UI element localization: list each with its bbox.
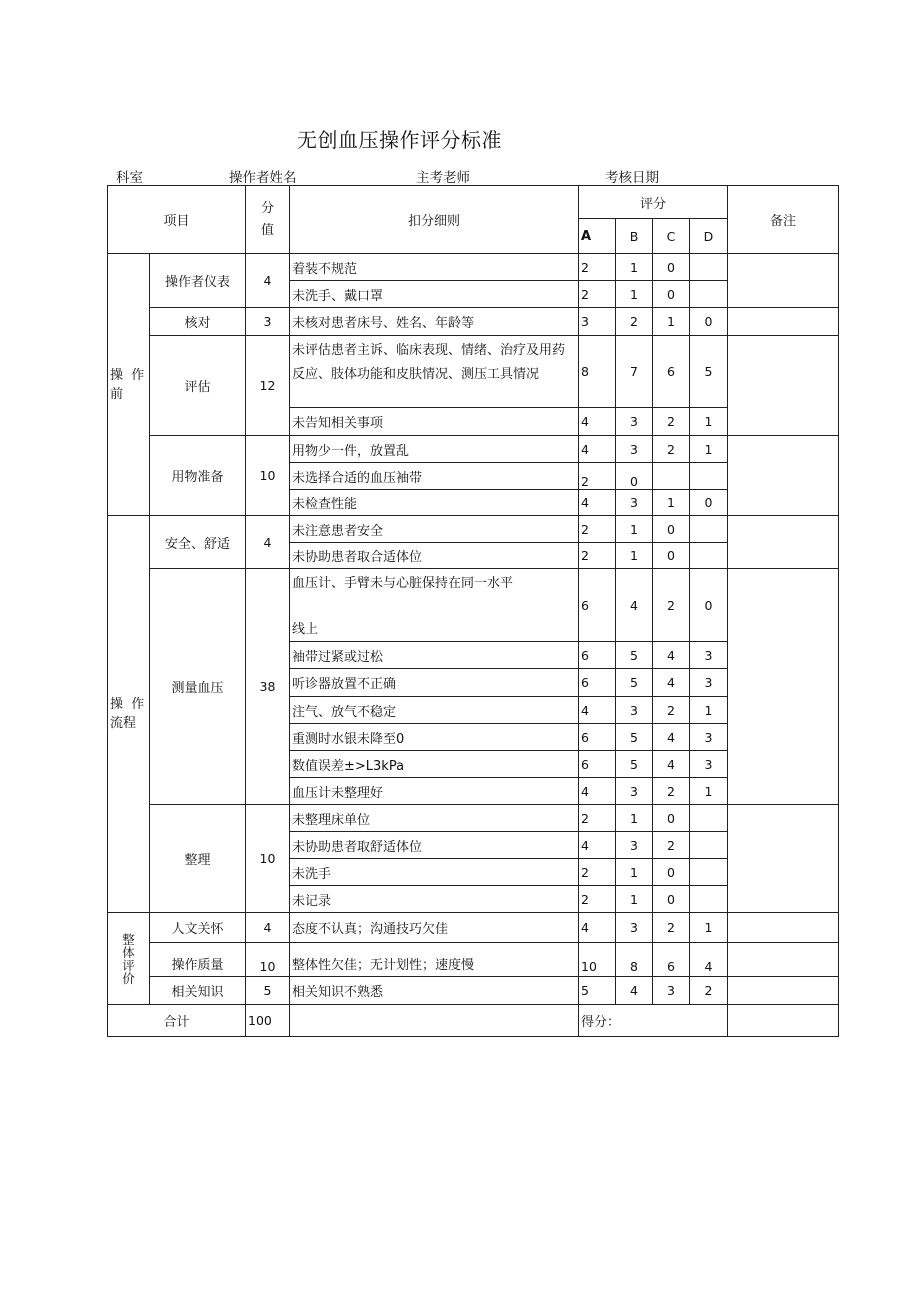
- grade-a-cell: 2: [579, 805, 616, 832]
- grade-b-cell: 3: [616, 778, 653, 805]
- remark-cell: [728, 913, 839, 943]
- detail-cell: 整体性欠佳；无计划性；速度慢: [290, 943, 579, 977]
- grade-a-cell: 2: [579, 886, 616, 913]
- remark-cell: [728, 436, 839, 516]
- grade-d-cell: 1: [690, 778, 728, 805]
- grade-b-cell: 5: [616, 751, 653, 778]
- obtained-score-label: 得分：: [579, 1005, 728, 1037]
- grade-d-cell: 0: [690, 569, 728, 642]
- item-cell: 用物准备: [150, 436, 246, 516]
- detail-cell: 未核对患者床号、姓名、年龄等: [290, 308, 579, 336]
- grade-c-cell: 2: [653, 913, 690, 943]
- detail-cell: 未记录: [290, 886, 579, 913]
- table-row: [108, 308, 839, 336]
- header-score-bottom: 值: [260, 222, 274, 238]
- header-detail: 扣分细则: [290, 186, 579, 254]
- grade-b-cell: 1: [616, 859, 653, 886]
- remark-cell: [728, 516, 839, 569]
- score-cell: 10: [246, 436, 290, 516]
- date-field-label: 考核日期: [605, 170, 659, 186]
- detail-cell: 相关知识不熟悉: [290, 977, 579, 1005]
- score-cell: 12: [246, 336, 290, 436]
- grade-a-cell: 6: [579, 642, 616, 669]
- grade-a-cell: 2: [579, 859, 616, 886]
- grade-d-cell: [690, 254, 728, 281]
- grade-b-cell: 1: [616, 543, 653, 569]
- grade-c-cell: 4: [653, 642, 690, 669]
- grade-b-cell: 4: [616, 569, 653, 642]
- grade-d-cell: [690, 281, 728, 308]
- header-score: [246, 186, 290, 254]
- header-grade-d: D: [690, 219, 728, 254]
- detail-cell: 未评估患者主诉、临床表现、情绪、治疗及用药反应、肢体功能和皮肤情况、测压工具情况: [290, 336, 579, 408]
- grade-b-cell: 1: [616, 886, 653, 913]
- section-pre-label: 操 作 前: [108, 254, 150, 516]
- grade-d-cell: [690, 516, 728, 543]
- grade-d-cell: [690, 859, 728, 886]
- item-cell: 核对: [150, 308, 246, 336]
- grade-c-cell: 6: [653, 943, 690, 977]
- grade-a-cell: 6: [579, 724, 616, 751]
- item-cell: 相关知识: [150, 977, 246, 1005]
- grade-a-cell: 2: [579, 254, 616, 281]
- total-score: 100: [246, 1005, 290, 1037]
- grade-a-cell: 6: [579, 669, 616, 697]
- grade-a-cell: 6: [579, 751, 616, 778]
- grade-a-cell: 2: [579, 543, 616, 569]
- grade-b-cell: 1: [616, 281, 653, 308]
- grade-c-cell: 0: [653, 281, 690, 308]
- detail-cell: 数值误差±>L3kPa: [290, 751, 579, 778]
- grade-d-cell: 0: [690, 308, 728, 336]
- detail-cell: 听诊器放置不正确: [290, 669, 579, 697]
- remark-cell: [728, 569, 839, 805]
- examiner-field-label: 主考老师: [416, 170, 470, 186]
- grade-d-cell: [690, 805, 728, 832]
- detail-cell: [290, 569, 579, 642]
- table-row: [108, 436, 839, 463]
- table-row: [108, 569, 839, 642]
- grade-b-cell: 3: [616, 490, 653, 516]
- header-grade-c: C: [653, 219, 690, 254]
- table-row: [108, 913, 839, 943]
- grade-d-cell: 1: [690, 408, 728, 436]
- grade-c-cell: [653, 463, 690, 490]
- grade-d-cell: 3: [690, 642, 728, 669]
- grade-a-cell: 4: [579, 913, 616, 943]
- table-row: [108, 516, 839, 543]
- operator-field-label: 操作者姓名: [229, 170, 297, 186]
- item-cell: 操作者仪表: [150, 254, 246, 308]
- grade-b-cell: 3: [616, 436, 653, 463]
- header-grade-a: A: [579, 219, 616, 254]
- total-detail-cell: [290, 1005, 579, 1037]
- grade-c-cell: 1: [653, 308, 690, 336]
- detail-cell: 未注意患者安全: [290, 516, 579, 543]
- grade-c-cell: 0: [653, 254, 690, 281]
- remark-cell: [728, 805, 839, 913]
- grade-a-cell: 2: [579, 463, 616, 490]
- grade-d-cell: 4: [690, 943, 728, 977]
- grade-b-cell: 5: [616, 724, 653, 751]
- table-row: [108, 977, 839, 1005]
- score-cell: 4: [246, 254, 290, 308]
- grade-b-cell: 1: [616, 516, 653, 543]
- grade-d-cell: [690, 832, 728, 859]
- detail-cell: 未告知相关事项: [290, 408, 579, 436]
- grade-c-cell: 2: [653, 569, 690, 642]
- grade-d-cell: 3: [690, 724, 728, 751]
- grade-c-cell: 6: [653, 336, 690, 408]
- grade-c-cell: 2: [653, 697, 690, 724]
- grade-b-cell: 5: [616, 642, 653, 669]
- grade-a-cell: 10: [579, 943, 616, 977]
- grade-a-cell: 5: [579, 977, 616, 1005]
- grade-c-cell: 4: [653, 751, 690, 778]
- grade-d-cell: 0: [690, 490, 728, 516]
- detail-cell: 未整理床单位: [290, 805, 579, 832]
- grade-b-cell: 1: [616, 254, 653, 281]
- remark-cell: [728, 308, 839, 336]
- header-grade-b: B: [616, 219, 653, 254]
- detail-cell: 用物少一件，放置乱: [290, 436, 579, 463]
- section-overall-label: 整 体 评 价: [108, 913, 150, 1005]
- page-title: 无创血压操作评分标准: [297, 128, 502, 152]
- grade-a-cell: 2: [579, 516, 616, 543]
- detail-cell: 态度不认真；沟通技巧欠佳: [290, 913, 579, 943]
- grade-d-cell: [690, 886, 728, 913]
- table-row: [108, 336, 839, 408]
- grade-b-cell: 4: [616, 977, 653, 1005]
- grade-c-cell: 0: [653, 805, 690, 832]
- grade-d-cell: 5: [690, 336, 728, 408]
- grade-b-cell: 7: [616, 336, 653, 408]
- detail-cell: 未检查性能: [290, 490, 579, 516]
- grade-b-cell: 3: [616, 697, 653, 724]
- grade-d-cell: 1: [690, 697, 728, 724]
- grade-c-cell: 0: [653, 516, 690, 543]
- table-row: [108, 254, 839, 281]
- remark-cell: [728, 336, 839, 436]
- grade-c-cell: 2: [653, 436, 690, 463]
- grade-c-cell: 2: [653, 778, 690, 805]
- grade-d-cell: 1: [690, 913, 728, 943]
- detail-cell: 袖带过紧或过松: [290, 642, 579, 669]
- detail-line-2: 线上: [292, 622, 319, 637]
- item-cell: 测量血压: [150, 569, 246, 805]
- grade-a-cell: 4: [579, 778, 616, 805]
- grade-c-cell: 0: [653, 859, 690, 886]
- grade-d-cell: 3: [690, 751, 728, 778]
- detail-cell: 血压计未整理好: [290, 778, 579, 805]
- header-remark: 备注: [728, 186, 839, 254]
- grade-a-cell: 4: [579, 490, 616, 516]
- item-cell: 操作质量: [150, 943, 246, 977]
- grade-c-cell: 2: [653, 408, 690, 436]
- grade-a-cell: 4: [579, 436, 616, 463]
- total-label: 合计: [108, 1005, 246, 1037]
- grade-b-cell: 5: [616, 669, 653, 697]
- detail-cell: 未选择合适的血压袖带: [290, 463, 579, 490]
- detail-cell: 重测时水银未降至0: [290, 724, 579, 751]
- dept-field-label: 科室: [116, 170, 143, 186]
- header-rating: 评分: [579, 186, 728, 219]
- score-cell: 10: [246, 943, 290, 977]
- grade-d-cell: 3: [690, 669, 728, 697]
- detail-cell: 注气、放气不稳定: [290, 697, 579, 724]
- remark-cell: [728, 943, 839, 977]
- header-item: 项目: [108, 186, 246, 254]
- grade-a-cell: 4: [579, 697, 616, 724]
- score-cell: 38: [246, 569, 290, 805]
- score-cell: 4: [246, 913, 290, 943]
- grade-b-cell: 2: [616, 308, 653, 336]
- grade-c-cell: 2: [653, 832, 690, 859]
- table-row: [108, 805, 839, 832]
- detail-cell: 未协助患者取舒适体位: [290, 832, 579, 859]
- grade-a-cell: 6: [579, 569, 616, 642]
- remark-cell: [728, 1005, 839, 1037]
- detail-cell: 未洗手、戴口罩: [290, 281, 579, 308]
- grade-a-cell: 3: [579, 308, 616, 336]
- grade-a-cell: 4: [579, 832, 616, 859]
- grade-b-cell: 3: [616, 408, 653, 436]
- grade-c-cell: 4: [653, 724, 690, 751]
- grade-c-cell: 0: [653, 886, 690, 913]
- grade-a-cell: 2: [579, 281, 616, 308]
- item-cell: 评估: [150, 336, 246, 436]
- detail-cell: 未协助患者取合适体位: [290, 543, 579, 569]
- scoring-table: [107, 185, 839, 1037]
- grade-c-cell: 4: [653, 669, 690, 697]
- grade-d-cell: 1: [690, 436, 728, 463]
- detail-cell: 未洗手: [290, 859, 579, 886]
- detail-line-1: 血压计、手臂未与心脏保持在同一水平: [292, 576, 514, 591]
- section-flow-label: 操 作 流程: [108, 516, 150, 913]
- grade-b-cell: 8: [616, 943, 653, 977]
- score-cell: 5: [246, 977, 290, 1005]
- item-cell: 安全、舒适: [150, 516, 246, 569]
- remark-cell: [728, 977, 839, 1005]
- grade-a-cell: 4: [579, 408, 616, 436]
- grade-b-cell: 1: [616, 805, 653, 832]
- remark-cell: [728, 254, 839, 308]
- grade-d-cell: 2: [690, 977, 728, 1005]
- grade-a-cell: 8: [579, 336, 616, 408]
- grade-d-cell: [690, 463, 728, 490]
- item-cell: 人文关怀: [150, 913, 246, 943]
- grade-c-cell: 0: [653, 543, 690, 569]
- grade-b-cell: 3: [616, 832, 653, 859]
- grade-d-cell: [690, 543, 728, 569]
- header-score-top: 分: [260, 200, 274, 216]
- grade-c-cell: 1: [653, 490, 690, 516]
- score-cell: 4: [246, 516, 290, 569]
- grade-b-cell: 3: [616, 913, 653, 943]
- grade-b-cell: 0: [616, 463, 653, 490]
- score-cell: 10: [246, 805, 290, 913]
- table-row: [108, 943, 839, 977]
- detail-cell: 着装不规范: [290, 254, 579, 281]
- score-cell: 3: [246, 308, 290, 336]
- grade-c-cell: 3: [653, 977, 690, 1005]
- total-row: [108, 1005, 839, 1037]
- item-cell: 整理: [150, 805, 246, 913]
